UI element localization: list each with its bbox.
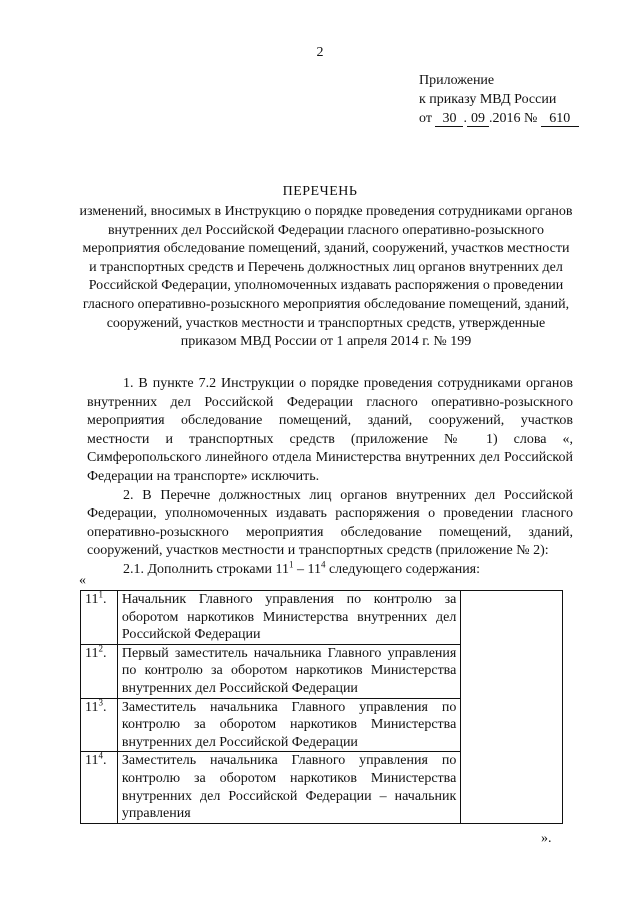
subparagraph-suffix: следующего содержания:	[325, 561, 481, 577]
order-date-year: .2016	[488, 111, 521, 126]
opening-quote: «	[79, 573, 86, 588]
subparagraph-prefix: 2.1. Дополнить строками 11	[123, 561, 289, 577]
subparagraph-2-1	[87, 561, 573, 580]
document-subtitle: изменений, вносимых в Инструкцию о порядке проведения сотрудниками органов внутренних дел Российской Федерации гласного оперативно-розыскного мероприятия обследование помещений, зданий, сооружений, участков местности и транспортных средств и Перечень должностных лиц органов внутренних дел Российской Федерации, уполномоченных издавать распоряжения о проведении гласного оперативно-розыскного мероприятия обследование помещений, зданий, сооружений, участков местности и транспортных средств, утвержденные приказом МВД России от 1 апреля 2014 г. № 199	[79, 204, 573, 350]
appendix-label: Приложение	[419, 73, 495, 88]
appendix-header	[419, 71, 629, 128]
row-position: Заместитель начальника Главного управления по контролю за оборотом наркотиков Министерства внутренних дел Российской Федерации – начальник управления	[117, 752, 460, 823]
page-number: 2	[316, 45, 324, 60]
subparagraph-dash: – 11	[293, 561, 321, 577]
table-row	[81, 591, 563, 645]
document-body	[87, 375, 573, 580]
row-position: Начальник Главного управления по контролю за оборотом наркотиков Министерства внутренних дел Российской Федерации	[117, 591, 460, 645]
appendix-order-date-line: от 30 . 09 .2016 № 610	[419, 109, 629, 128]
empty-column	[461, 591, 563, 824]
order-number: 610	[541, 111, 579, 127]
order-date-month: 09	[467, 111, 489, 127]
paragraph-1: 1. В пункте 7.2 Инструкции о порядке проведения сотрудниками органов внутренних дел Российской Федерации гласного оперативно-розыскного мероприятия обследование помещений, зданий, сооружений, участков местности и транспортных средств (приложение № 1) слова «, Симферопольского линейного отдела Министерства внутренних дел Российской Федерации на транспорте» исключить.	[87, 376, 573, 484]
appendix-order-reference: к приказу МВД России	[419, 92, 557, 107]
from-label: от	[419, 111, 432, 126]
row-number: $11^4$.	[81, 752, 118, 823]
row-position: Первый заместитель начальника Главного управления по контролю за оборотом наркотиков Министерства внутренних дел Российской Федерации	[117, 644, 460, 698]
row-number: $11^1$.	[81, 591, 118, 645]
closing-quote: ».	[541, 831, 552, 846]
subparagraph-sup-to: 4	[320, 559, 326, 570]
order-date-day: 30	[435, 111, 463, 127]
row-number: $11^3$.	[81, 698, 118, 752]
additions-table	[80, 590, 563, 824]
subparagraph-sup-from: 1	[288, 559, 294, 570]
paragraph-2: 2. В Перечне должностных лиц органов внутренних дел Российской Федерации, уполномоченных издавать распоряжения о проведении гласного оперативно-розыскного мероприятия обследование помещений, зданий, сооружений, участков местности и транспортных средств (приложение № 2):	[87, 487, 573, 559]
row-number: $11^2$.	[81, 644, 118, 698]
row-position: Заместитель начальника Главного управления по контролю за оборотом наркотиков Министерства внутренних дел Российской Федерации	[117, 698, 460, 752]
document-title: ПЕРЕЧЕНЬ	[282, 184, 358, 199]
number-label: №	[523, 111, 538, 126]
